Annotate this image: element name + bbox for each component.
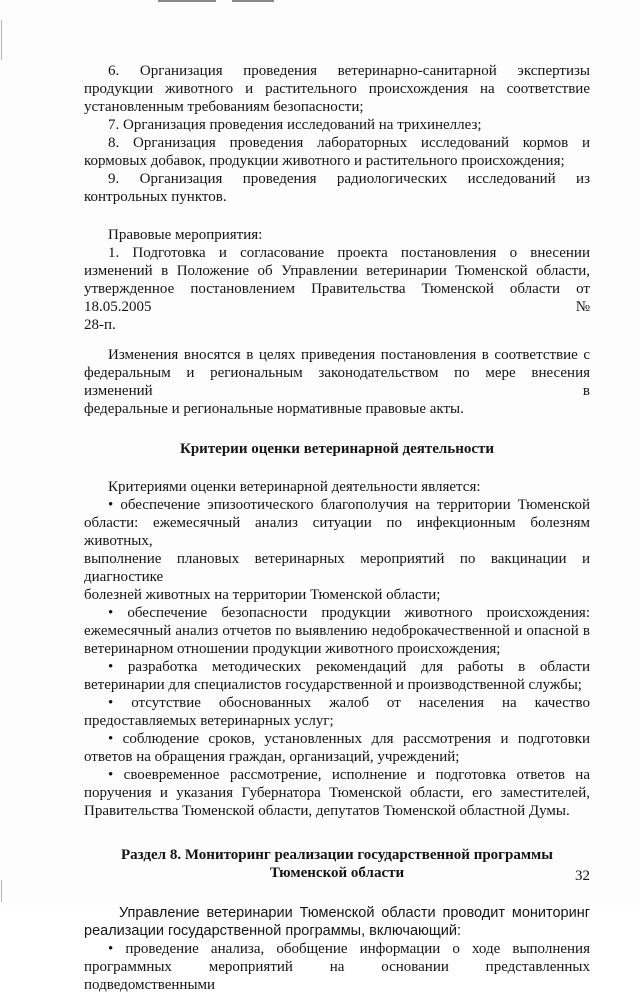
section-8-intro-line-2: реализации государственной программы, включающий: xyxy=(84,923,462,939)
scan-mark-right xyxy=(232,0,274,2)
criteria-intro: Критериями оценки ветеринарной деятельности является: xyxy=(108,479,481,495)
criteria-bullet-5-line-2: ответов на обращения граждан, организаций, учреждений; xyxy=(84,749,460,765)
section-8-bullet-1-line-2: программных мероприятий на основании представленных подведомственными xyxy=(84,959,590,993)
criteria-bullet-3-line-2: ветеринарии для специалистов государственной и производственной службы; xyxy=(84,677,582,693)
criteria-bullet-4-line-2: предоставляемых ветеринарных услуг; xyxy=(84,713,334,729)
scan-edge-top xyxy=(1,20,2,60)
section-8-bullet-1-line-1: • проведение анализа, обобщение информации о ходе выполнения xyxy=(84,940,590,958)
criteria-bullet-1-line-1: • обеспечение эпизоотического благополучия на территории Тюменской xyxy=(84,496,590,514)
changes-line-3: федеральные и региональные нормативные правовые акты. xyxy=(84,401,464,417)
legal-item-1-line-1: 1. Подготовка и согласование проекта постановления о внесении xyxy=(108,245,590,261)
item-7: 7. Организация проведения исследований на трихинеллез; xyxy=(108,117,482,133)
section-8-title-line-2: Тюменской области xyxy=(269,865,405,881)
criteria-bullet-2-line-2: ежемесячный анализ отчетов по выявлению недоброкачественной и опасной в xyxy=(84,623,590,639)
changes-line-1: Изменения вносятся в целях приведения постановления в соответствие с xyxy=(108,347,590,363)
criteria-bullet-2-line-3: ветеринарном отношении продукции животного происхождения; xyxy=(84,641,501,657)
criteria-bullet-6-line-1: • своевременное рассмотрение, исполнение и подготовка ответов на xyxy=(84,766,590,784)
item-9-line-2: контрольных пунктов. xyxy=(84,189,227,205)
criteria-bullet-6-line-2: поручения и указания Губернатора Тюменской области, его заместителей, xyxy=(84,785,590,801)
criteria-bullet-3-line-1: • разработка методических рекомендаций для работы в области xyxy=(84,658,590,676)
changes-line-2: федеральным и региональным законодательством по мере внесения изменений в xyxy=(84,365,590,399)
criteria-bullet-6-line-3: Правительства Тюменской области, депутатов Тюменской областной Думы. xyxy=(84,803,570,819)
criteria-bullet-1-line-4: болезней животных на территории Тюменской области; xyxy=(84,587,441,603)
item-6-line-3: установленным требованиям безопасности; xyxy=(84,99,364,115)
item-9-line-1: 9. Организация проведения радиологических исследований из xyxy=(108,171,590,187)
criteria-bullet-1-line-2: области: ежемесячный анализ ситуации по инфекционным болезням животных, xyxy=(84,515,590,549)
page-number: 32 xyxy=(575,868,590,884)
scan-mark-left xyxy=(158,0,216,2)
legal-item-1-line-3: утвержденное постановлением Правительства Тюменской области от 18.05.2005 № xyxy=(84,281,590,315)
criteria-bullet-4-line-1: • отсутствие обоснованных жалоб от населения на качество xyxy=(84,694,590,712)
item-6-line-2: продукции животного и растительного происхождения на соответствие xyxy=(84,81,590,97)
item-8-line-1: 8. Организация проведения лабораторных исследований кормов и xyxy=(108,135,590,151)
legal-item-1-line-2: изменений в Положение об Управлении ветеринарии Тюменской области, xyxy=(84,263,590,279)
criteria-title: Критерии оценки ветеринарной деятельности xyxy=(179,441,495,457)
criteria-bullet-1-line-3: выполнение плановых ветеринарных мероприятий по вакцинации и диагностике xyxy=(84,551,590,585)
scan-edge-bottom xyxy=(1,880,2,902)
item-6-line-1: 6. Организация проведения ветеринарно-санитарной экспертизы xyxy=(108,63,590,79)
item-8-line-2: кормовых добавок, продукции животного и растительного происхождения; xyxy=(84,153,565,169)
legal-heading: Правовые мероприятия: xyxy=(108,227,263,243)
section-8-title-line-1: Раздел 8. Мониторинг реализации государственной программы xyxy=(121,847,553,863)
legal-item-1-line-4: 28-п. xyxy=(84,317,116,333)
page-content xyxy=(84,62,590,994)
criteria-bullet-2-line-1: • обеспечение безопасности продукции животного происхождения: xyxy=(84,604,590,622)
criteria-bullet-5-line-1: • соблюдение сроков, установленных для рассмотрения и подготовки xyxy=(84,730,590,748)
section-8-intro-line-1: Управление ветеринарии Тюменской области проводит мониторинг xyxy=(119,905,590,921)
